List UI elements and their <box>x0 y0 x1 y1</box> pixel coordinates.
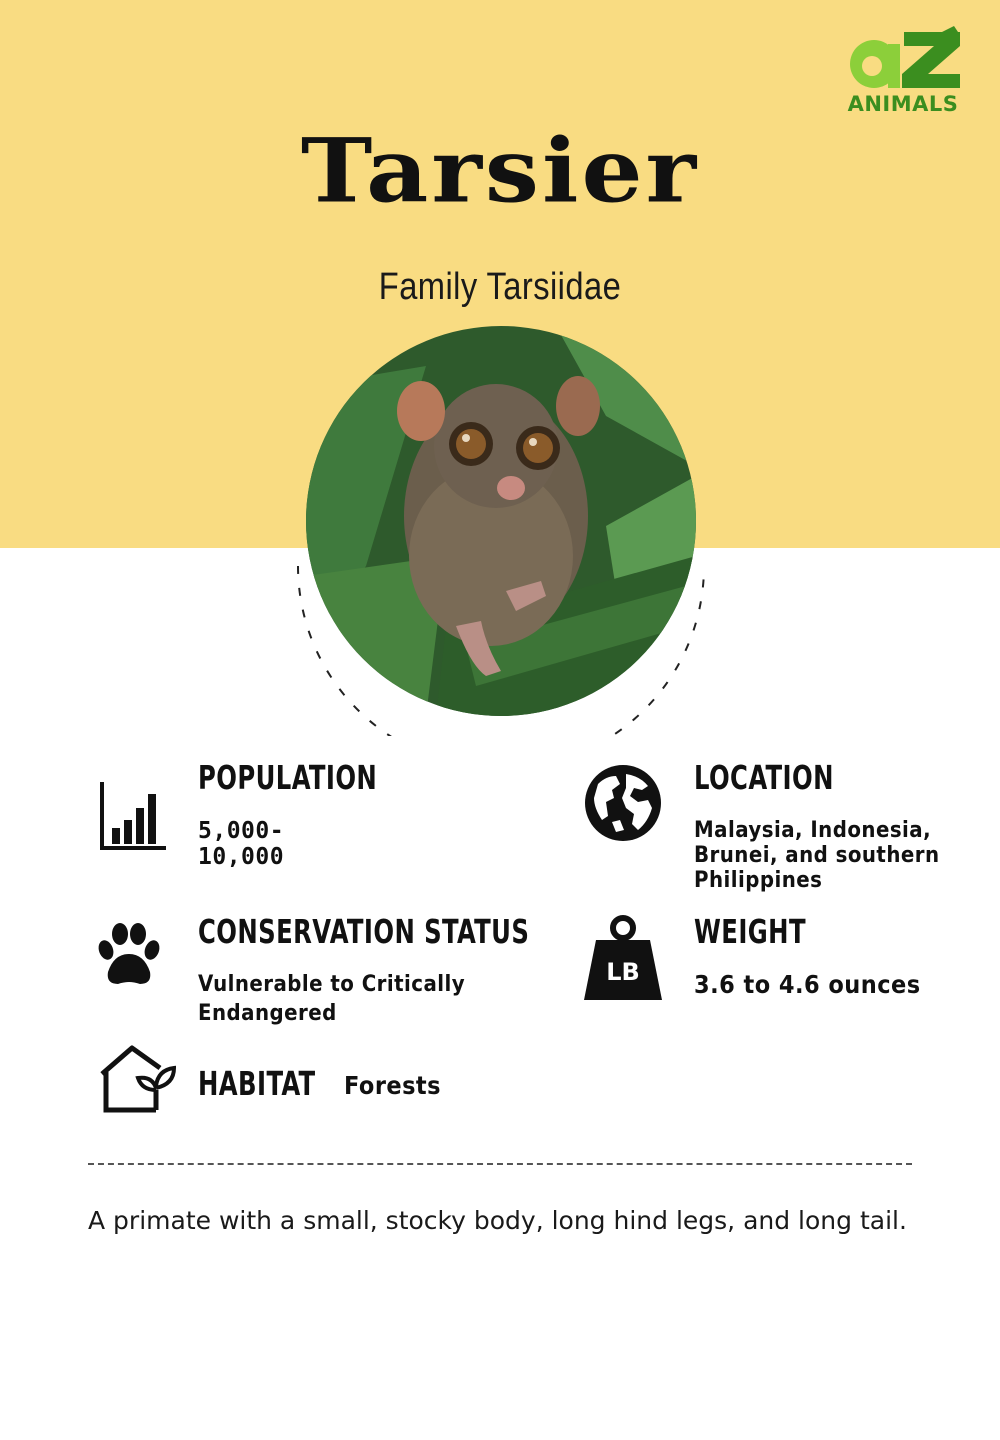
bar-chart-icon <box>98 780 168 857</box>
animal-photo <box>306 326 696 716</box>
section-divider <box>88 1163 912 1165</box>
habitat-label: HABITAT <box>198 1064 316 1103</box>
conservation-label: CONSERVATION STATUS <box>198 912 530 951</box>
weight-icon-text: LB <box>606 958 640 986</box>
globe-icon <box>582 762 664 849</box>
animal-description: A primate with a small, stocky body, long hind legs, and long tail. <box>88 1206 907 1235</box>
location-label: LOCATION <box>694 758 834 797</box>
conservation-value: Vulnerable to Critically Endangered <box>198 972 466 1026</box>
animal-photo-frame <box>296 326 706 736</box>
habitat-value: Forests <box>344 1071 441 1100</box>
weight-label: WEIGHT <box>694 912 806 951</box>
logo-text: ANIMALS <box>847 92 959 116</box>
population-label: POPULATION <box>198 758 378 797</box>
weight-value: 3.6 to 4.6 ounces <box>694 970 921 999</box>
house-sprout-icon <box>98 1044 178 1121</box>
paw-icon <box>94 920 164 995</box>
animal-name: Tarsier <box>300 118 700 223</box>
weight-lb-icon <box>582 914 664 1009</box>
animal-family: Family Tarsiidae <box>378 266 622 308</box>
az-logo-mark <box>838 22 968 92</box>
population-value: 5,000- 10,000 <box>198 818 285 870</box>
az-animals-logo[interactable] <box>838 22 968 118</box>
location-value: Malaysia, Indonesia, Brunei, and southern Philippines <box>694 818 940 893</box>
